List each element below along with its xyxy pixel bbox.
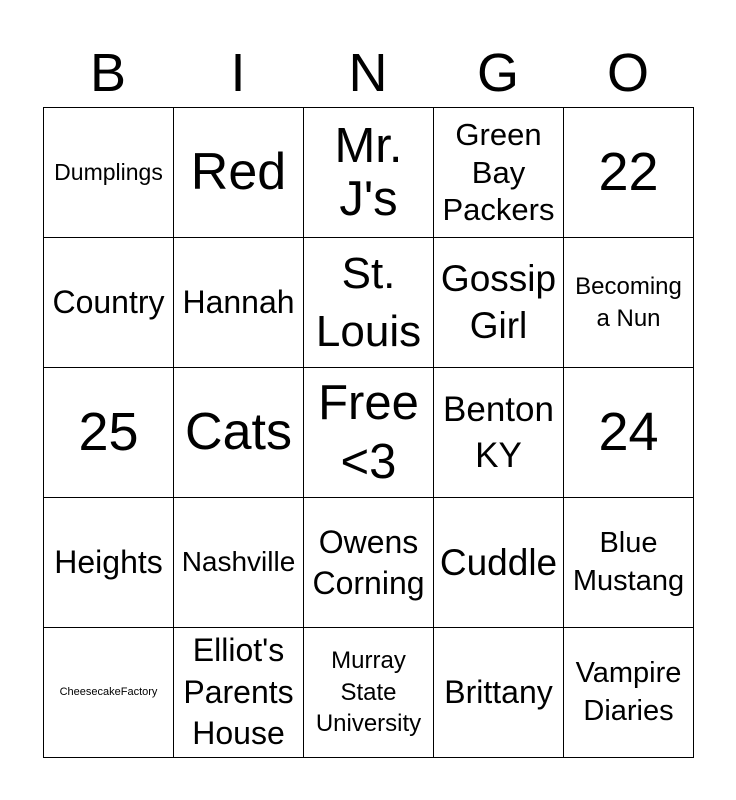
bingo-cell — [174, 238, 304, 368]
bingo-cell — [44, 498, 174, 628]
cell-label: St. Louis — [315, 249, 422, 356]
cell-label: Hannah — [182, 284, 295, 321]
cell-label: Brittany — [444, 674, 553, 711]
cell-label: Murray State University — [315, 646, 422, 738]
cell-label: Elliot's Parents House — [183, 632, 294, 752]
cell-label: Heights — [54, 544, 163, 581]
bingo-cell — [304, 368, 434, 498]
cell-label: Mr. J's — [334, 118, 403, 226]
bingo-cell — [564, 628, 694, 758]
bingo-cell — [434, 238, 564, 368]
bingo-cell — [304, 628, 434, 758]
cell-label: Country — [52, 284, 165, 321]
grid-row — [44, 628, 694, 758]
cell-label: Nashville — [181, 546, 296, 578]
bingo-cell — [434, 108, 564, 238]
bingo-cell — [44, 108, 174, 238]
cell-label: 22 — [598, 142, 659, 203]
bingo-cell — [304, 108, 434, 238]
bingo-cell — [174, 108, 304, 238]
bingo-cell — [564, 108, 694, 238]
header-letter-n: N — [348, 43, 388, 103]
bingo-cell — [434, 498, 564, 628]
bingo-cell — [304, 498, 434, 628]
cell-label: CheesecakeFactory — [59, 685, 158, 698]
cell-label: Green Bay Packers — [442, 116, 555, 228]
bingo-cell — [304, 238, 434, 368]
bingo-cell — [564, 498, 694, 628]
bingo-header — [43, 40, 693, 106]
cell-label: Free <3 — [318, 375, 419, 489]
cell-label: Owens Corning — [312, 523, 425, 601]
cell-label: 24 — [598, 402, 659, 463]
header-letter-g: G — [476, 43, 519, 103]
cell-label: Vampire Diaries — [575, 656, 682, 727]
cell-label: Becoming a Nun — [575, 273, 682, 332]
grid-row — [44, 498, 694, 628]
cell-label: Benton KY — [443, 390, 554, 475]
cell-label: Cats — [185, 403, 292, 462]
header-letter-o: O — [606, 43, 649, 103]
cell-label: Red — [190, 143, 287, 202]
bingo-card-grid — [43, 107, 694, 758]
header-letter-i: I — [230, 43, 246, 103]
bingo-cell — [44, 368, 174, 498]
cell-label: 25 — [78, 402, 139, 463]
bingo-cell — [564, 368, 694, 498]
bingo-cell — [434, 628, 564, 758]
bingo-cell — [174, 498, 304, 628]
bingo-cell — [174, 368, 304, 498]
bingo-cell — [44, 238, 174, 368]
bingo-cell — [434, 368, 564, 498]
grid-row — [44, 108, 694, 238]
cell-label: Gossip Girl — [440, 258, 557, 346]
cell-label: Blue Mustang — [572, 526, 685, 597]
header-letter-b: B — [89, 43, 127, 103]
cell-label: Dumplings — [54, 159, 163, 186]
grid-row — [44, 368, 694, 498]
bingo-cell — [564, 238, 694, 368]
cell-label: Cuddle — [439, 541, 558, 583]
grid-row — [44, 238, 694, 368]
bingo-cell — [174, 628, 304, 758]
bingo-cell — [44, 628, 174, 758]
